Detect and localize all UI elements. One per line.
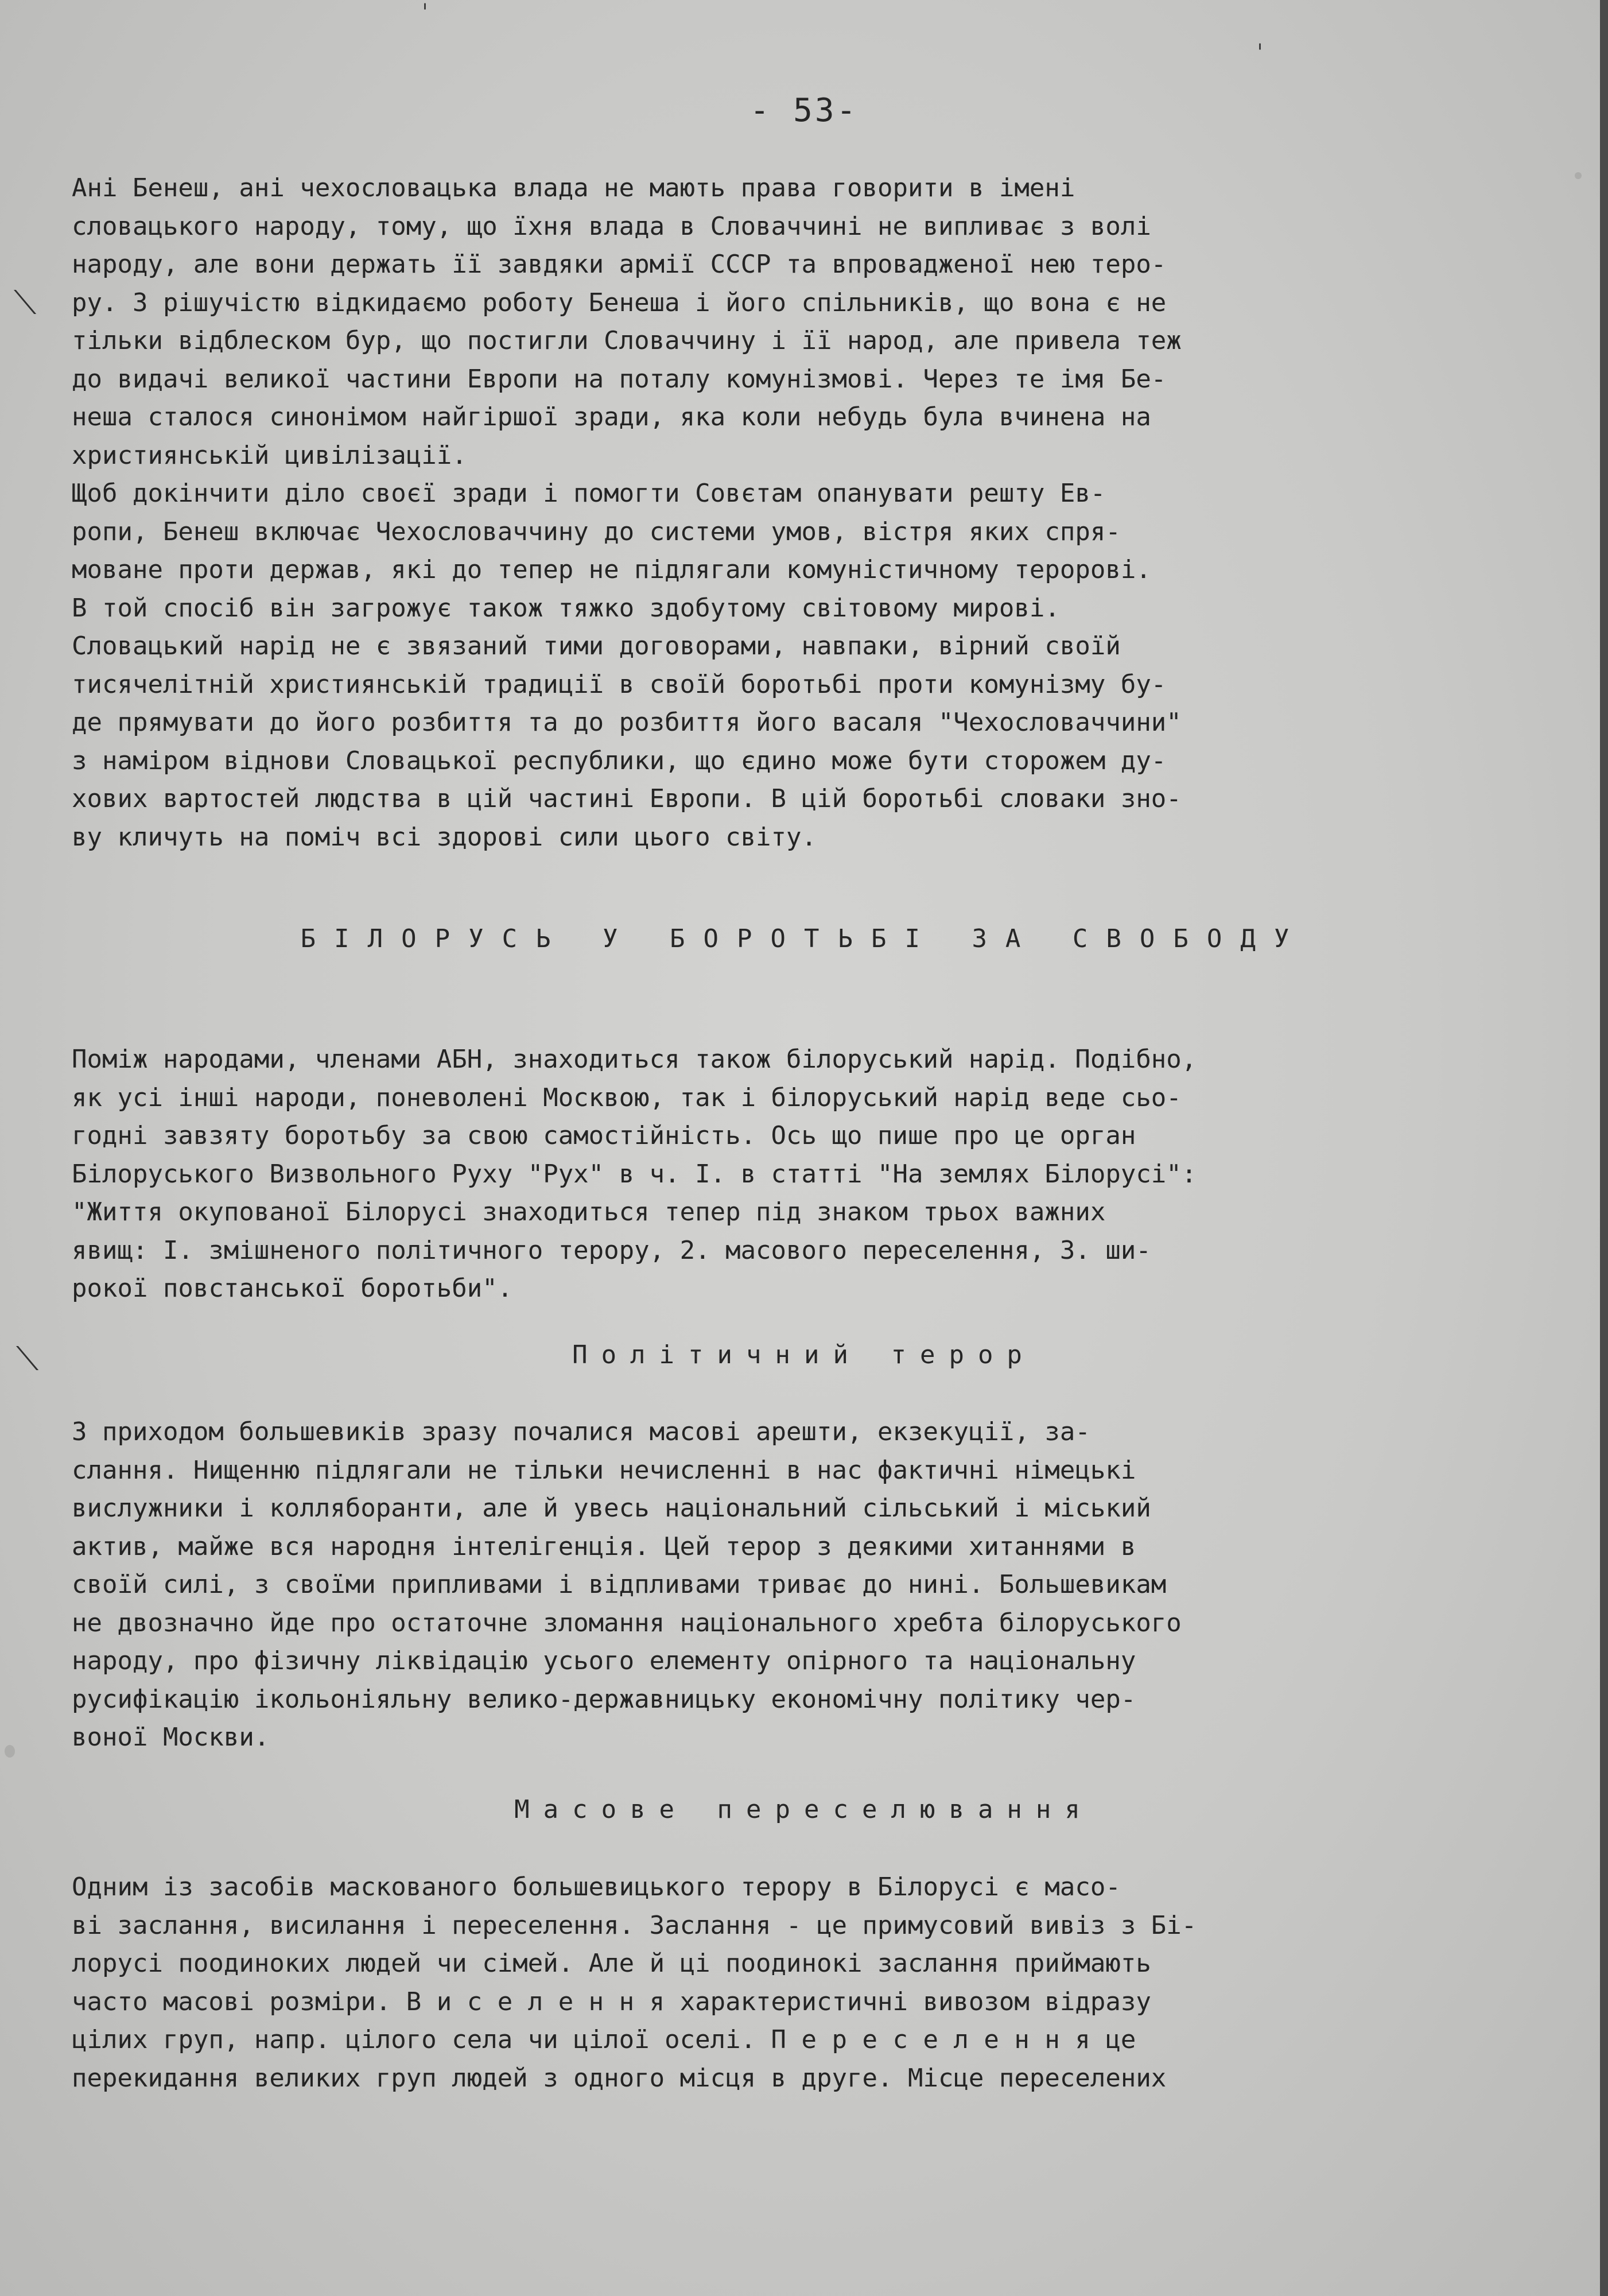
text-line: з наміром віднови Словацької республики, що єдино може бути сторожем ду-: [72, 746, 1167, 775]
scan-edge: [1600, 0, 1608, 2296]
text-line: перекидання великих груп людей з одного місця в друге. Місце переселених: [72, 2063, 1167, 2093]
pencil-mark-right: ˈ: [1257, 40, 1263, 67]
text-line: ву кличуть на поміч всі здорові сили цього світу.: [72, 822, 817, 852]
text-line: неша сталося синонімом найгіршої зради, яка коли небудь була вчинена на: [72, 402, 1151, 432]
text-line: актив, майже вся народня інтелігенція. Цей терор з деякими хитаннями в: [72, 1531, 1136, 1561]
resettlement-paragraphs: [72, 1868, 1524, 2097]
text-line: своїй силі, з своїми припливами і відпливами триває до нині. Большевикам: [72, 1570, 1167, 1599]
paper-stain: [5, 1745, 15, 1758]
text-line: цілих груп, напр. цілого села чи цілої оселі. П е р е с е л е н н я це: [72, 2025, 1136, 2054]
text-line: Словацький нарід не є звязаний тими договорами, навпаки, вірний своїй: [72, 631, 1121, 661]
text-line: Щоб докінчити діло своєї зради і помогти Совєтам опанувати решту Ев-: [72, 479, 1106, 508]
text-line: до видачі великої частини Европи на поталу комунізмові. Через те імя Бе-: [72, 364, 1167, 394]
text-line: народу, але вони держать її завдяки армії СССР та впровадженої нею теро-: [72, 250, 1167, 279]
terror-paragraphs: [72, 1413, 1524, 1757]
text-line: В той спосіб він загрожує також тяжко здобутому світовому мирові.: [72, 593, 1060, 623]
intro-paragraphs: [72, 169, 1524, 856]
text-line: З приходом большевиків зразу почалися масові арешти, екзекуції, за-: [72, 1417, 1090, 1446]
text-line: не двозначно йде про остаточне зломання національного хребта білоруського: [72, 1608, 1182, 1638]
text-line: слання. Нищенню підлягали не тільки нечисленні в нас фактичні німецькі: [72, 1455, 1136, 1485]
paper-stain: [1575, 172, 1582, 179]
text-line: як усі інші народи, поневолені Москвою, так і білоруський нарід веде сьо-: [72, 1083, 1182, 1112]
text-line: народу, про фізичну ліквідацію усього елементу опірного та національну: [72, 1646, 1136, 1676]
text-line: воної Москви.: [72, 1723, 270, 1752]
text-line: хових вартостей людства в цій частині Европи. В цій боротьбі словаки зно-: [72, 784, 1182, 813]
text-line: моване проти держав, які до тепер не підлягали комуністичному теророві.: [72, 555, 1151, 584]
section-heading-belarus: БІЛОРУСЬ У БОРОТЬБІ ЗА СВОБОДУ: [300, 924, 1308, 953]
text-line: русифікацію ікольоніяльну велико-державницьку економічну політику чер-: [72, 1684, 1136, 1714]
text-line: ропи, Бенеш включає Чехословаччину до системи умов, вістря яких спря-: [72, 517, 1121, 546]
margin-tick-mark: ⟍: [14, 284, 37, 321]
text-line: словацького народу, тому, що їхня влада в Словаччині не випливає з волі: [72, 211, 1151, 241]
text-line: Одним із засобів маскованого большевицького терору в Білорусі є масо-: [72, 1872, 1121, 1902]
belarus-paragraphs: [72, 1041, 1524, 1308]
text-line: де прямувати до його розбиття та до розбиття його васаля "Чехословаччини": [72, 708, 1182, 737]
text-line: Поміж народами, членами АБН, знаходиться також білоруський нарід. Подібно,: [72, 1045, 1197, 1074]
pencil-mark-top: ˈ: [422, 0, 428, 26]
text-line: ві заслання, висилання і переселення. Заслання - це примусовий вивіз з Бі-: [72, 1910, 1197, 1940]
text-line: тисячелітній християнській традиції в своїй боротьбі проти комунізму бу-: [72, 669, 1167, 699]
text-line: "Життя окупованої Білорусі знаходиться тепер під знаком трьох важних: [72, 1197, 1106, 1227]
subheading-mass-resettlement: Масове переселювання: [514, 1795, 1094, 1824]
text-line: часто масові розміри. В и с е л е н н я характеристичні вивозом відразу: [72, 1987, 1151, 2016]
page-number: - 53-: [749, 92, 859, 129]
text-line: ру. З рішучістю відкидаємо роботу Бенеша і його спільників, що вона є не: [72, 288, 1167, 317]
text-line: вислужники і колляборанти, але й увесь національний сільський і міський: [72, 1494, 1151, 1523]
text-line: явищ: І. змішненого політичного терору, 2. масового переселення, 3. ши-: [72, 1235, 1151, 1265]
margin-tick-mark: ⟍: [16, 1340, 39, 1378]
text-line: годні завзяту боротьбу за свою самостійність. Ось що пише про це орган: [72, 1121, 1136, 1150]
subheading-political-terror: Політичний терор: [572, 1340, 1036, 1370]
text-line: Білоруського Визвольного Руху "Рух" в ч. І. в статті "На землях Білорусі":: [72, 1159, 1197, 1189]
text-line: тільки відблеском бур, що постигли Словаччину і її народ, але привела теж: [72, 326, 1182, 355]
text-line: Ані Бенеш, ані чехословацька влада не мають права говорити в імені: [72, 173, 1075, 203]
text-line: рокої повстанської боротьби".: [72, 1274, 513, 1303]
text-line: християнській цивілізації.: [72, 440, 467, 470]
text-line: лорусі поодиноких людей чи сімей. Але й ці поодинокі заслання приймають: [72, 1949, 1151, 1978]
